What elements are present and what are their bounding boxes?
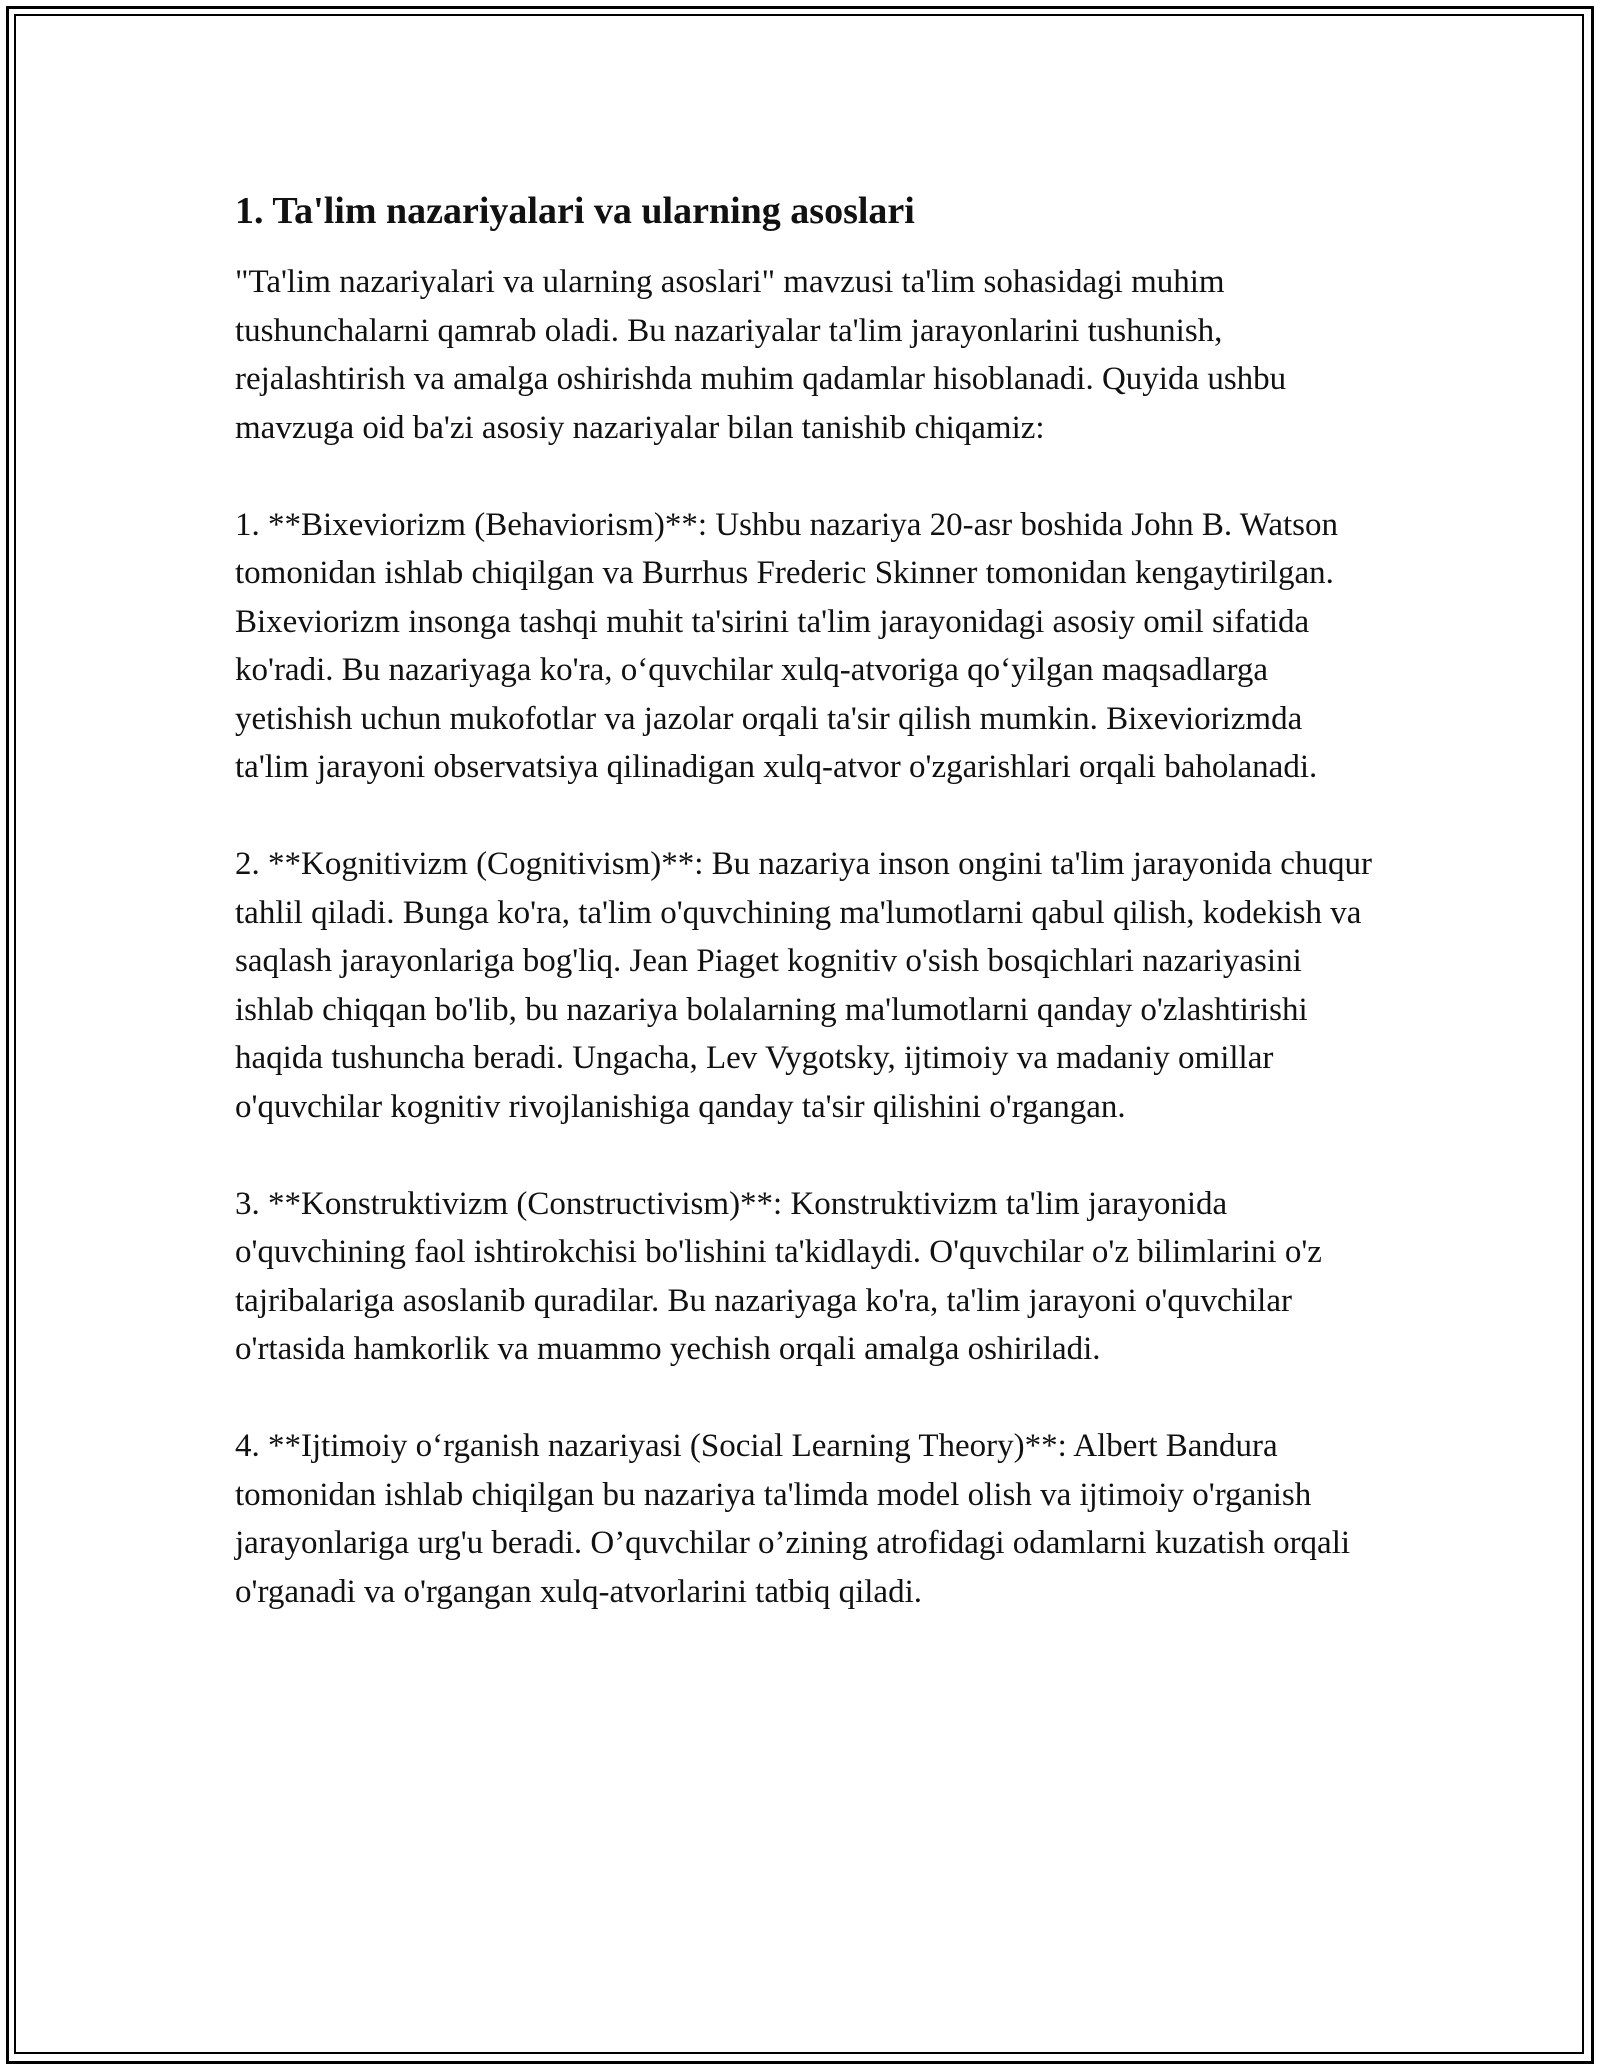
document-body	[235, 186, 1375, 1665]
document-title: 1. Ta'lim nazariyalari va ularning asoslari	[235, 190, 915, 232]
social-learning-paragraph: 4. **Ijtimoiy o‘rganish nazariyasi (Social Learning Theory)**: Albert Bandura tomonidan ishlab chiqilgan bu nazariya ta'limda model olish va ijtimoiy o'rganish jarayonlariga urg'u beradi. O’quvchilar o’zining atrofidagi odamlarni kuzatish orqali o'rganadi va o'rgangan xulq-atvorlarini tatbiq qiladi.	[235, 1428, 1351, 1610]
behaviorism-paragraph: 1. **Bixeviorizm (Behaviorism)**: Ushbu nazariya 20-asr boshida John B. Watson tomonidan ishlab chiqilgan va Burrhus Frederic Skinner tomonidan kengaytirilgan. Bixeviorizm insonga tashqi muhit ta'sirini ta'lim jarayonidagi asosiy omil sifatida ko'radi. Bu nazariyaga ko'ra, o‘quvchilar xulq-atvoriga qo‘yilgan maqsadlarga yetishish uchun mukofotlar va jazolar orqali ta'sir qilish mumkin. Bixeviorizmda ta'lim jarayoni observatsiya qilinadigan xulq-atvor o'zgarishlari orqali baholanadi.	[235, 506, 1338, 785]
constructivism-paragraph: 3. **Konstruktivizm (Constructivism)**: Konstruktivizm ta'lim jarayonida o'quvchining faol ishtirokchisi bo'lishini ta'kidlaydi. O'quvchilar o'z bilimlarini o'z tajribalariga asoslanib quradilar. Bu nazariyaga ko'ra, ta'lim jarayoni o'quvchilar o'rtasida hamkorlik va muammo yechish orqali amalga oshiriladi.	[235, 1185, 1322, 1367]
intro-paragraph: "Ta'lim nazariyalari va ularning asoslari" mavzusi ta'lim sohasidagi muhim tushunchalarni qamrab oladi. Bu nazariyalar ta'lim jarayonlarini tushunish, rejalashtirish va amalga oshirishda muhim qadamlar hisoblanadi. Quyida ushbu mavzuga oid ba'zi asosiy nazariyalar bilan tanishib chiqamiz:	[235, 264, 1287, 446]
cognitivism-paragraph: 2. **Kognitivizm (Cognitivism)**: Bu nazariya inson ongini ta'lim jarayonida chuqur tahlil qiladi. Bunga ko'ra, ta'lim o'quvchining ma'lumotlarni qabul qilish, kodekish va saqlash jarayonlariga bog'liq. Jean Piaget kognitiv o'sish bosqichlari nazariyasini ishlab chiqqan bo'lib, bu nazariya bolalarning ma'lumotlarni qanday o'zlashtirishi haqida tushuncha beradi. Ungacha, Lev Vygotsky, ijtimoiy va madaniy omillar o'quvchilar kognitiv rivojlanishiga qanday ta'sir qilishini o'rgangan.	[235, 846, 1372, 1125]
